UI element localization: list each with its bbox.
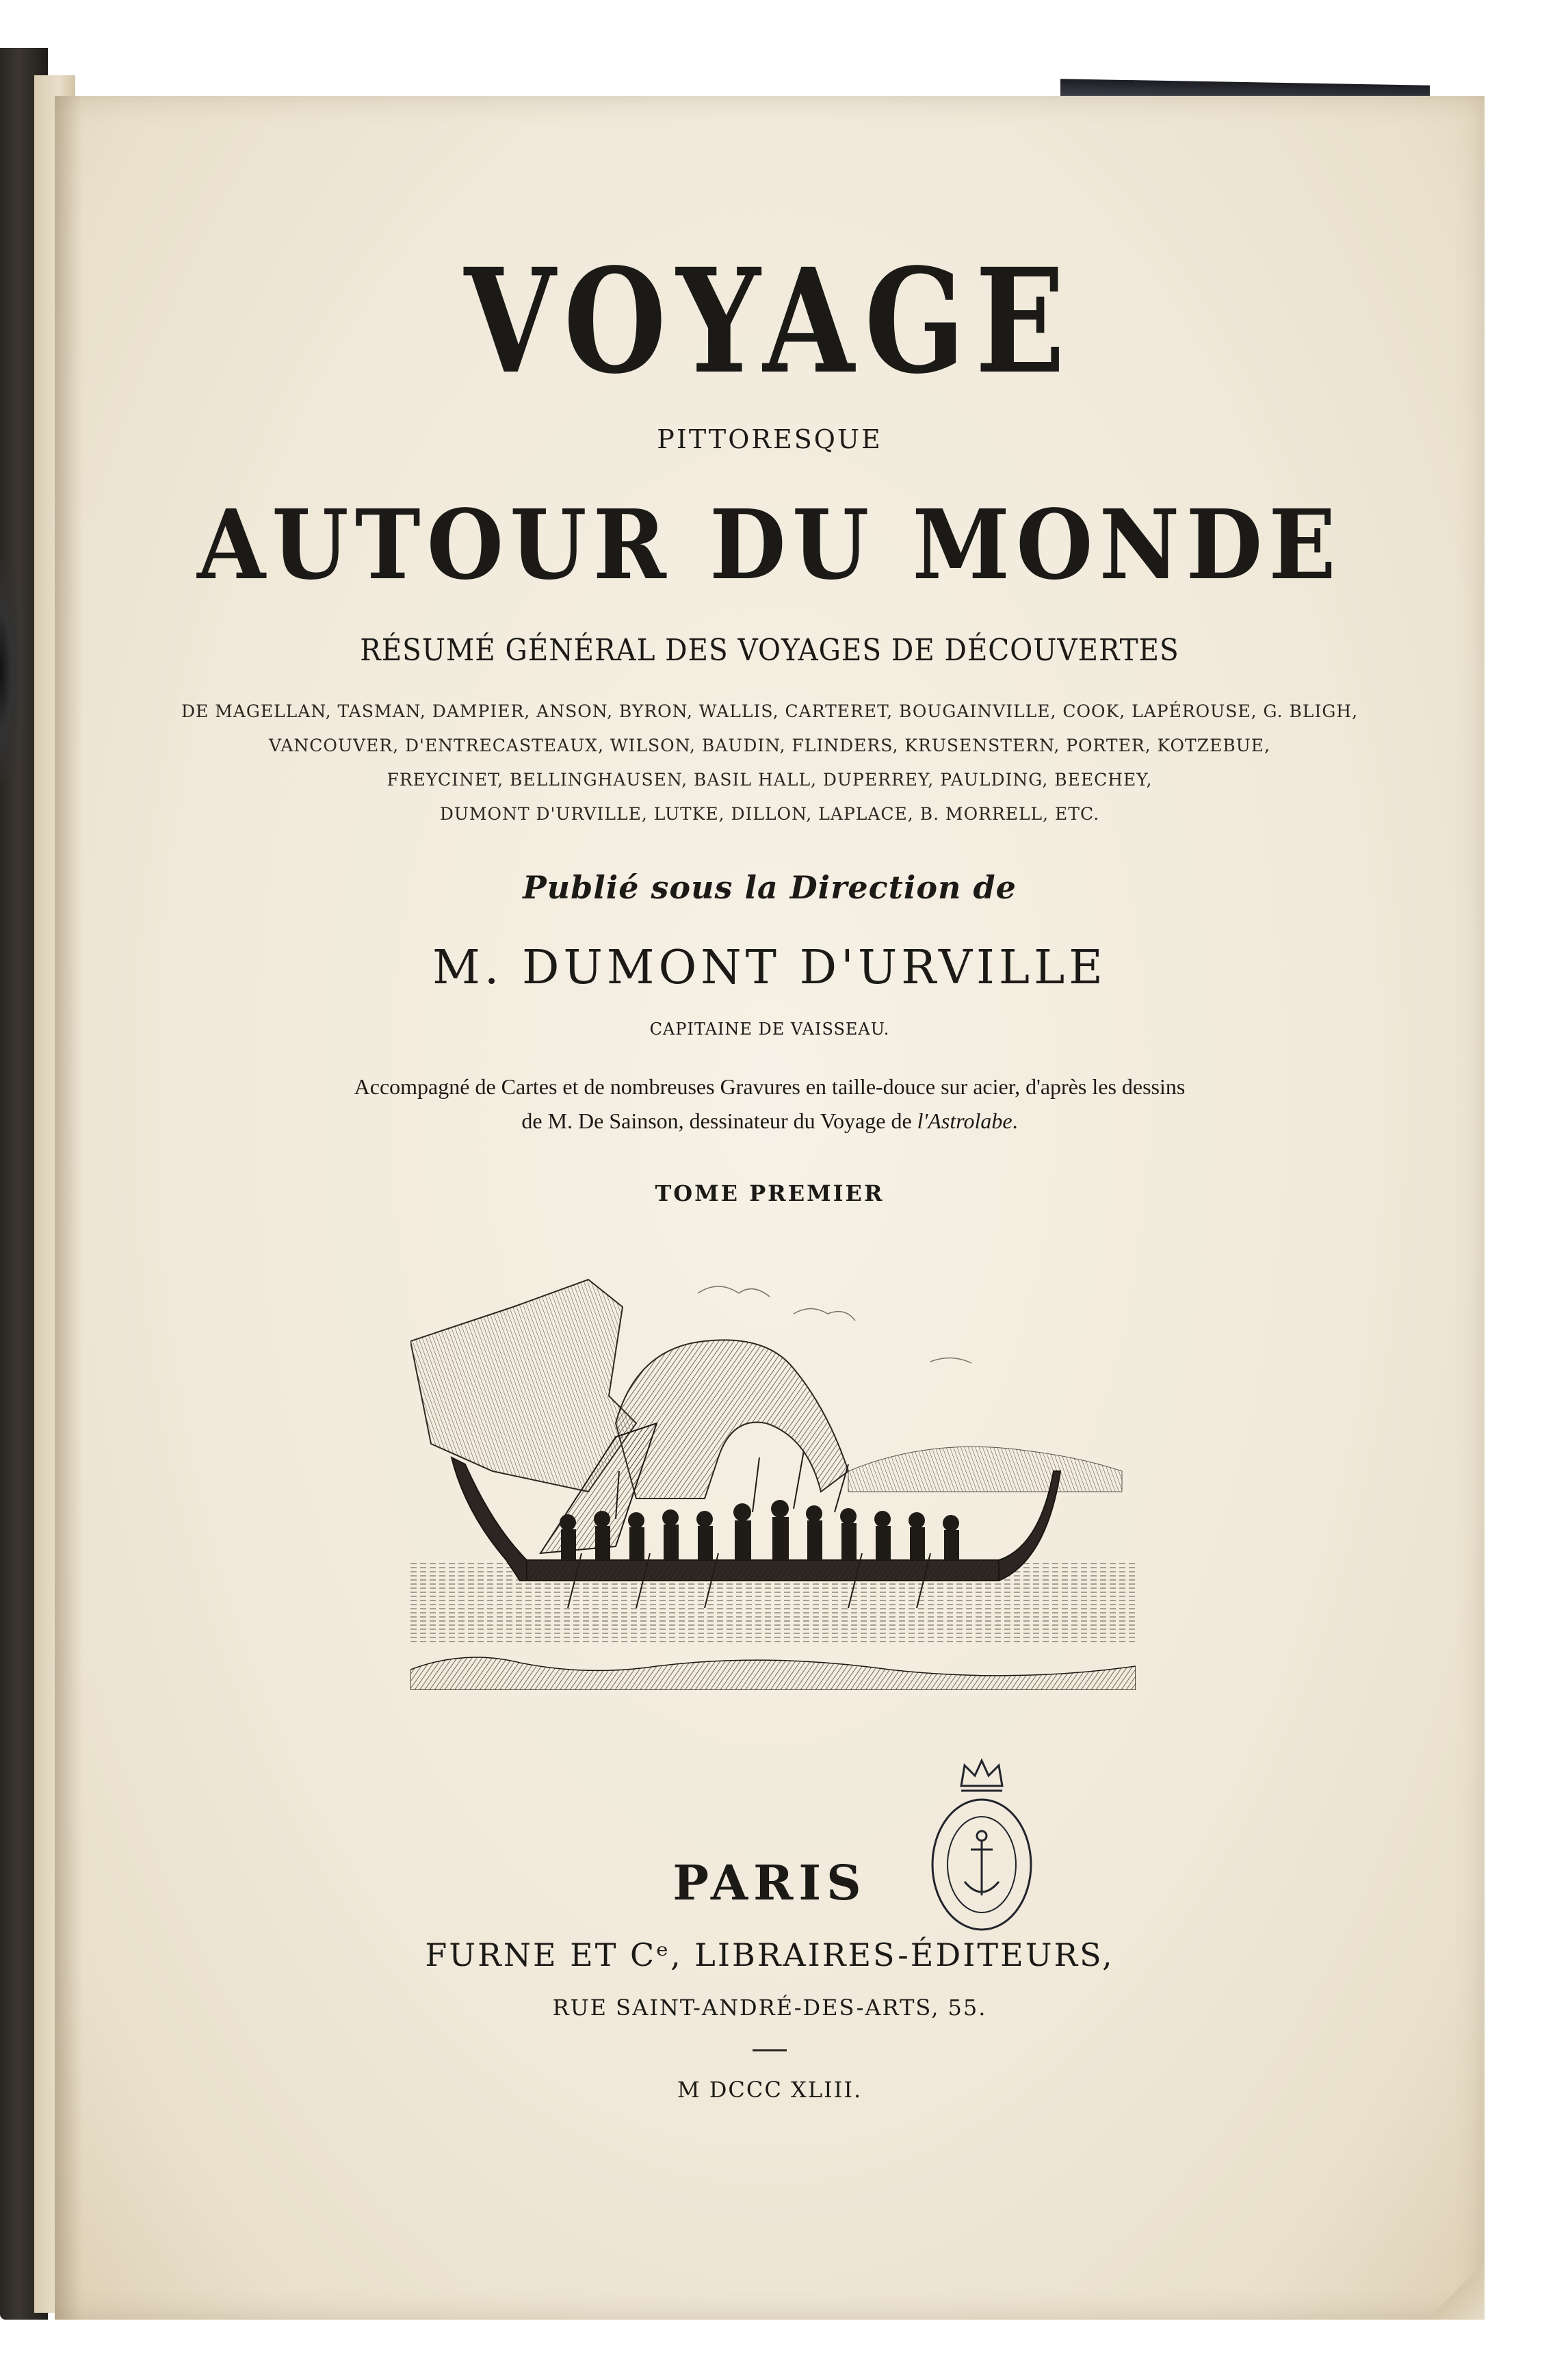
main-title: VOYAGE bbox=[464, 237, 1075, 406]
foreground-shore bbox=[410, 1657, 1136, 1690]
explorer-names-line-4: DUMONT D'URVILLE, LUTKE, DILLON, LAPLACE, B. MORRELL, ETC. bbox=[439, 804, 1100, 824]
divider-rule bbox=[753, 2049, 787, 2051]
subtitle: AUTOUR DU MONDE bbox=[197, 489, 1342, 601]
explorer-names-line-3: FREYCINET, BELLINGHAUSEN, BASIL HALL, DUPERREY, PAULDING, BEECHEY, bbox=[387, 770, 1153, 790]
publisher-address: RUE SAINT-ANDRÉ-DES-ARTS, 55. bbox=[552, 1995, 987, 2021]
distant-hills bbox=[848, 1447, 1122, 1492]
left-page-engraving-fragment bbox=[0, 561, 21, 780]
illustration-note-line-2 bbox=[55, 1108, 1485, 1134]
illustration-note-line-1: Accompagné de Cartes et de nombreuses Gravures en taille-douce sur acier, d'après les dessins bbox=[354, 1074, 1186, 1099]
editor-name: M. DUMONT D'URVILLE bbox=[432, 941, 1107, 995]
explorer-names-line-1: DE MAGELLAN, TASMAN, DAMPIER, ANSON, BYRON, WALLIS, CARTERET, BOUGAINVILLE, COOK, LAPÉROUSE, G. BLIGH, bbox=[181, 701, 1359, 721]
publisher-name: FURNE ET Cᵉ, LIBRAIRES-ÉDITEURS, bbox=[425, 1936, 1114, 1973]
title-adjective: PITTORESQUE bbox=[657, 424, 883, 454]
page-corner-fold bbox=[1430, 2258, 1485, 2320]
ship-name: l'Astrolabe bbox=[917, 1108, 1012, 1133]
volume-label: TOME PREMIER bbox=[655, 1180, 885, 1206]
canoe-engraving bbox=[410, 1266, 1136, 1690]
editor-rank: CAPITAINE DE VAISSEAU. bbox=[649, 1020, 890, 1039]
published-under-line: Publié sous la Direction de bbox=[523, 869, 1017, 906]
publication-city: PARIS bbox=[672, 1854, 867, 1911]
rock-arch bbox=[616, 1340, 848, 1499]
crown-icon bbox=[961, 1761, 1002, 1791]
illustration-note-prefix: de M. De Sainson, dessinateur du Voyage de bbox=[521, 1108, 917, 1133]
summary-line: RÉSUMÉ GÉNÉRAL DES VOYAGES DE DÉCOUVERTES bbox=[360, 633, 1179, 668]
illustration-note-suffix: . bbox=[1012, 1108, 1018, 1133]
publication-date: M DCCC XLIII. bbox=[677, 2077, 863, 2103]
title-page bbox=[55, 96, 1485, 2320]
explorer-names-line-2: VANCOUVER, D'ENTRECASTEAUX, WILSON, BAUDIN, FLINDERS, KRUSENSTERN, PORTER, KOTZEBUE, bbox=[269, 736, 1270, 755]
